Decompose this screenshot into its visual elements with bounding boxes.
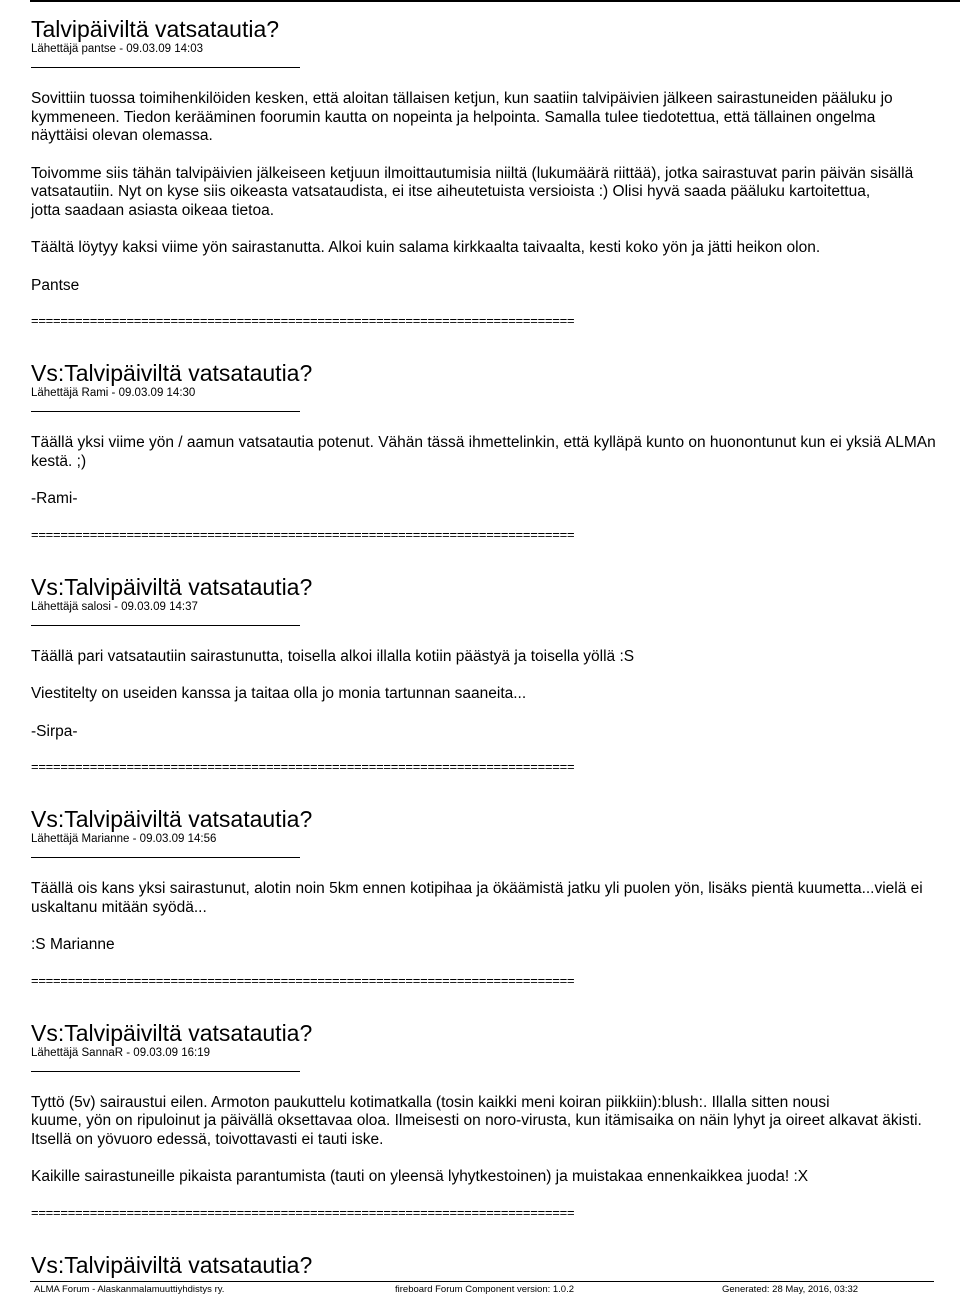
post-paragraph	[31, 277, 960, 296]
forum-post	[31, 1251, 960, 1278]
top-rule	[30, 0, 960, 2]
post-text-line: Pantse	[31, 276, 80, 294]
post-title: Vs:Talvipäiviltä vatsatautia?	[31, 1251, 313, 1278]
post-paragraph	[31, 165, 960, 221]
forum-post	[31, 573, 960, 775]
post-title: Vs:Talvipäiviltä vatsatautia?	[31, 573, 313, 600]
post-title: Talvipäiviltä vatsatautia?	[31, 16, 280, 42]
post-title: Vs:Talvipäiviltä vatsatautia?	[31, 806, 313, 832]
post-paragraph	[31, 936, 960, 955]
post-text-line: kestä. ;)	[31, 452, 87, 470]
post-paragraph	[31, 685, 960, 704]
meta-divider	[31, 857, 300, 858]
post-separator: ==========================================================================	[31, 1205, 575, 1220]
post-text-line: uskaltanu mitään syödä...	[31, 898, 207, 916]
post-text-line: Tyttö (5v) sairaustui eilen. Armoton paukuttelu kotimatkalla (tosin kaikki meni koiran piikkiin):blush:. Illalla sitten nousi	[31, 1093, 830, 1111]
forum-post	[31, 18, 960, 328]
meta-divider	[31, 67, 300, 68]
post-title: Vs:Talvipäiviltä vatsatautia?	[31, 360, 313, 386]
post-paragraph	[31, 880, 960, 917]
post-paragraph	[31, 648, 960, 667]
post-separator: ==========================================================================	[31, 760, 575, 774]
meta-divider	[31, 1071, 300, 1072]
forum-post	[31, 362, 960, 542]
forum-post	[31, 808, 960, 988]
post-text-line: kuume, yön on ripuloinut ja päivällä oksettavaa oloa. Ilmeisesti on noro-virusta, kun itämisaika on näin lyhyt ja oireet alkavat äkisti.	[31, 1112, 922, 1129]
post-meta: Lähettäjä salosi - 09.03.09 14:37	[31, 600, 198, 613]
forum-post	[31, 1019, 960, 1220]
meta-divider	[31, 625, 300, 626]
post-meta: Lähettäjä SannaR - 09.03.09 16:19	[31, 1046, 211, 1059]
post-text-line: Täällä pari vatsatautiin sairastunutta, toisella alkoi illalla kotiin päästyä ja toisella yöllä :S	[31, 647, 635, 665]
footer-site-name: ALMA Forum - Alaskanmalamuuttiyhdistys ry.	[34, 1284, 225, 1295]
post-meta: Lähettäjä pantse - 09.03.09 14:03	[31, 43, 204, 55]
post-paragraph	[31, 434, 960, 471]
post-paragraph	[31, 90, 960, 146]
post-paragraph	[31, 239, 960, 258]
meta-divider	[31, 411, 300, 412]
post-separator: ==========================================================================	[31, 527, 575, 542]
post-paragraph	[31, 1094, 960, 1150]
post-text-line: vatsatautiin. Nyt on kyse siis oikeasta vatsataudista, ei itse aiheutetuista versioista :) Olisi hyvä saada pääluku kartoitettua,	[31, 183, 871, 200]
post-paragraph	[31, 723, 960, 742]
post-text-line: Täällä ois kans yksi sairastunut, alotin noin 5km ennen kotipihaa ja ökäämistä jatku yli puolen yön, lisäks pientä kuumetta...vielä ei	[31, 880, 923, 897]
post-text-line: Toivomme siis tähän talvipäivien jälkeiseen ketjuun ilmoittautumisia niiltä (lukumäärä riittää), jotka sairastuvat parin päivän sisällä	[31, 164, 914, 182]
footer-component-version: fireboard Forum Component version: 1.0.2	[395, 1284, 575, 1295]
post-text-line: Itsellä on yövuoro edessä, toivottavasti ei tauti iske.	[31, 1130, 384, 1148]
post-text-line: Täällä yksi viime yön / aamun vatsatautia potenut. Vähän tässä ihmettelinkin, että kylläpä kunto on huonontunut kun ei yksiä ALMAn	[31, 434, 936, 451]
forum-thread	[31, 18, 960, 1277]
post-separator: ==========================================================================	[31, 973, 575, 988]
post-text-line: jotta saadaan asiasta oikeaa tietoa.	[31, 201, 275, 219]
post-separator: ==========================================================================	[31, 314, 575, 328]
post-text-line: kymmeneen. Tiedon kerääminen foorumin kautta on nopeinta ja helpointa. Samalla tulee tiedotettua, että tällainen ongelma	[31, 108, 876, 126]
post-text-line: näyttäisi olevan olemassa.	[31, 127, 213, 144]
post-text-line: Viestitelty on useiden kanssa ja taitaa olla jo monia tartunnan saaneita...	[31, 685, 527, 702]
post-title: Vs:Talvipäiviltä vatsatautia?	[31, 1019, 313, 1046]
post-text-line: Kaikille sairastuneille pikaista parantumista (tauti on yleensä lyhytkestoinen) ja muistakaa ennenkaikkea juoda! :X	[31, 1168, 809, 1185]
footer-rule	[30, 1281, 934, 1282]
post-text-line: -Sirpa-	[31, 722, 78, 740]
post-text-line: Sovittiin tuossa toimihenkilöiden kesken, että aloitan tällaisen ketjun, kun saatiin talvipäivien jälkeen sairastuneiden pääluku jo	[31, 90, 893, 107]
post-text-line: -Rami-	[31, 490, 78, 507]
post-meta: Lähettäjä Rami - 09.03.09 14:30	[31, 387, 196, 399]
post-paragraph	[31, 1168, 960, 1187]
post-paragraph	[31, 490, 960, 509]
footer-generated-date: Generated: 28 May, 2016, 03:32	[722, 1284, 859, 1295]
post-text-line: :S Marianne	[31, 936, 115, 953]
post-meta: Lähettäjä Marianne - 09.03.09 14:56	[31, 833, 217, 845]
post-text-line: Täältä löytyy kaksi viime yön sairastanutta. Alkoi kuin salama kirkkaalta taivaalta, kesti koko yön ja jätti heikon olon.	[31, 239, 821, 256]
